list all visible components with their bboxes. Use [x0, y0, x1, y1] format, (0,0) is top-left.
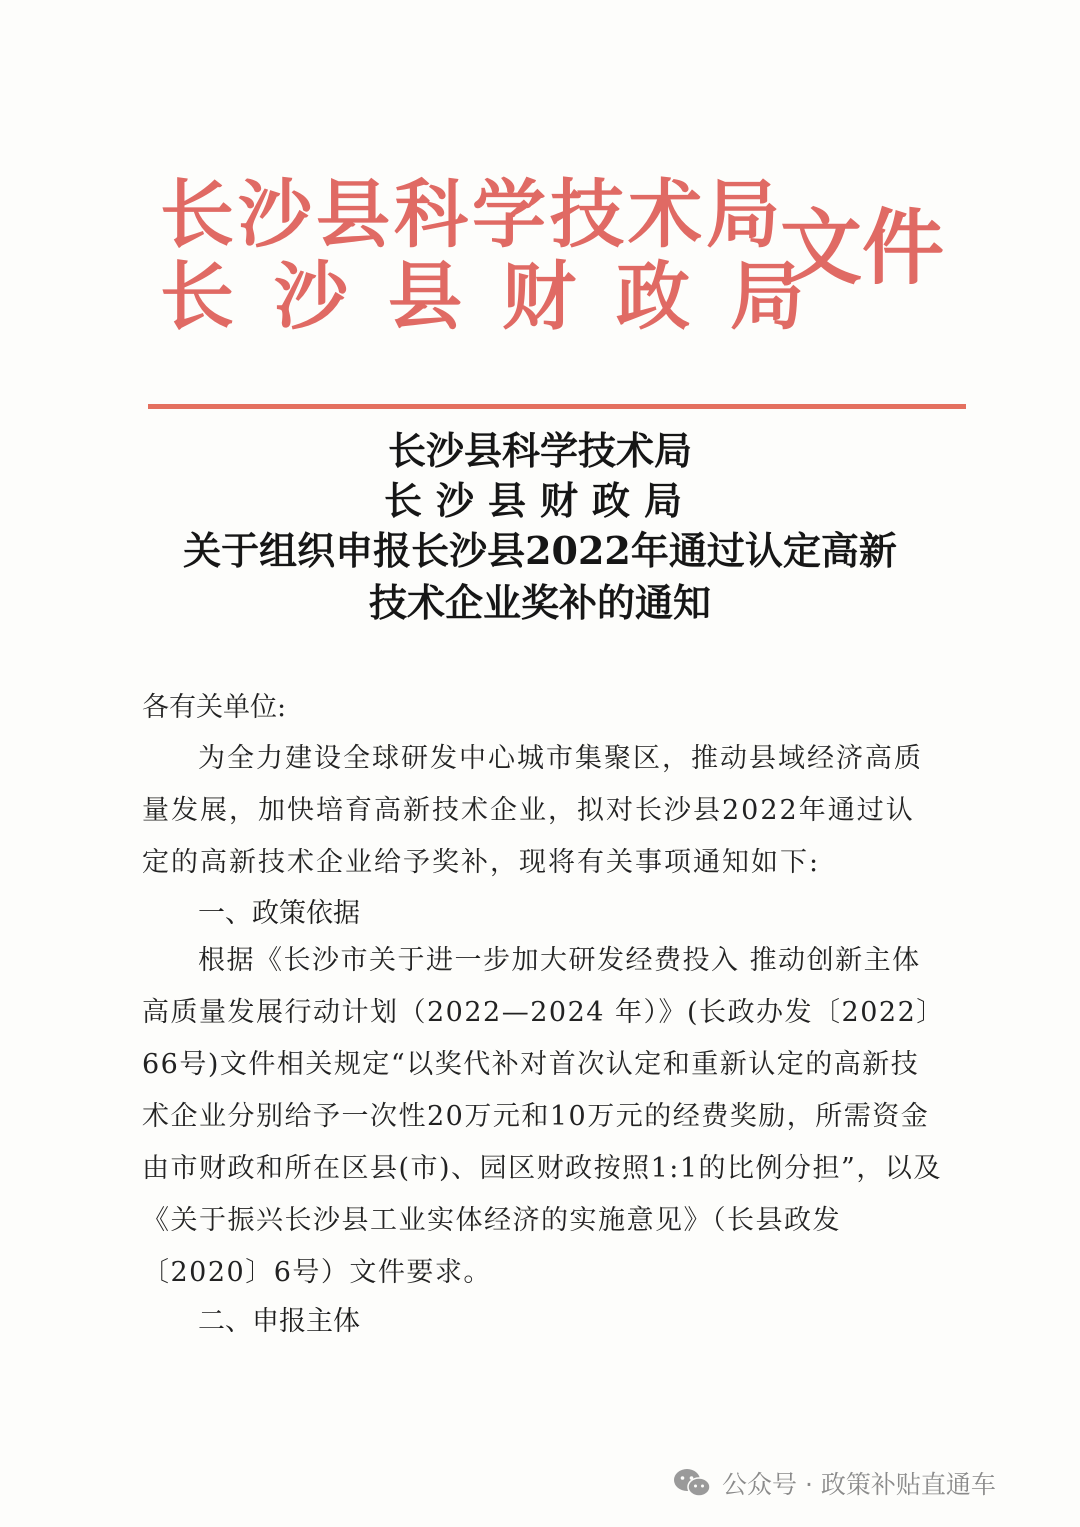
title-line-1: 长沙县科学技术局 [387, 428, 692, 473]
title-line-3: 关于组织申报长沙县2022年通过认定高新 [183, 528, 897, 573]
section-heading-2: 二、申报主体 [198, 1306, 360, 1337]
letterhead-line-2: 长沙县财政局 [160, 254, 844, 340]
paragraph-intro: 为全力建设全球研发中心城市集聚区，推动县域经济高质量发展，加快培育高新技术企业，拟对长沙县2022年通过认定的高新技术企业给予奖补，现将有关事项通知如下: [142, 743, 923, 878]
letterhead-suffix: 文件 [780, 200, 945, 296]
red-divider [148, 404, 966, 409]
salutation: 各有关单位: [142, 692, 287, 723]
section-heading-1: 一、政策依据 [198, 898, 360, 929]
paragraph-policy-basis: 根据《长沙市关于进一步加大研发经费投入 推动创新主体高质量发展行动计划（2022—2024 年）》(长政办发〔2022〕66号)文件相关规定“以奖代补对首次认定和重新认定的高新技术企业分别给予一次性20万元和10万元的经费奖励，所需资金由市财政和所在区县(市)、园区财政按照1:1的比例分担”，以及《关于振兴长沙县工业实体经济的实施意见》（长县政发〔2020〕6号）文件要求。 [142, 945, 942, 1288]
title-line-4: 技术企业奖补的通知 [368, 580, 711, 625]
wechat-icon [672, 1467, 712, 1499]
title-line-2: 长沙县财政局 [383, 478, 696, 523]
letterhead-line-1: 长沙县科学技术局 [160, 172, 784, 258]
watermark [672, 1458, 996, 1508]
watermark-text: 公众号 · 政策补贴直通车 [722, 1470, 996, 1499]
